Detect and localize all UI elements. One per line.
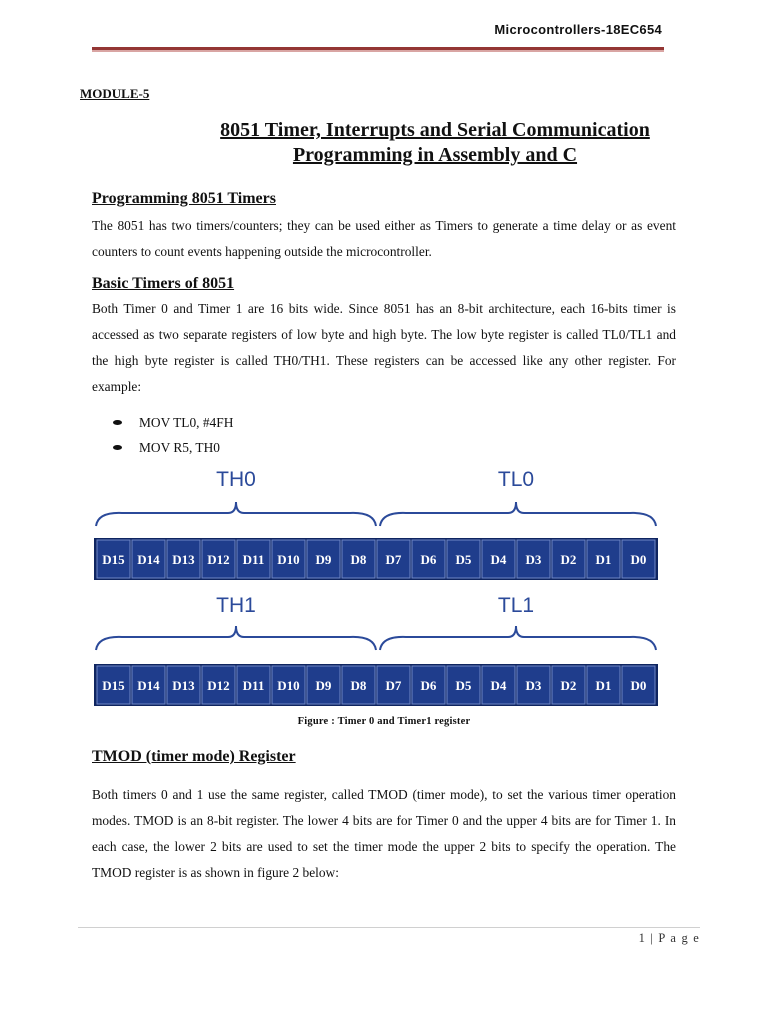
label-th1: TH1 — [216, 594, 256, 617]
bit-label: D2 — [560, 552, 577, 567]
figure-caption: Figure : Timer 0 and Timer1 register — [297, 716, 471, 727]
example-text: MOV TL0, #4FH — [139, 415, 234, 430]
heading-tmod: TMOD (timer mode) Register — [92, 748, 296, 765]
timer-register-diagram — [90, 460, 670, 710]
bit-label: D2 — [560, 678, 577, 693]
bit-label: D5 — [455, 552, 472, 567]
bit-label: D13 — [172, 552, 195, 567]
label-tl0: TL0 — [497, 468, 535, 491]
timer-register-figure — [90, 460, 670, 710]
bit-label: D1 — [595, 678, 612, 693]
bit-label: D5 — [455, 678, 472, 693]
bit-label: D11 — [242, 678, 265, 693]
bit-label: D8 — [350, 678, 367, 693]
page-number: 1 | P a g e — [638, 931, 700, 945]
bit-label: D13 — [172, 678, 195, 693]
example-list — [113, 410, 233, 460]
example-text: MOV R5, TH0 — [139, 440, 220, 455]
bit-label: D10 — [277, 678, 300, 693]
bit-label: D9 — [315, 552, 332, 567]
para-basic-timers: Both Timer 0 and Timer 1 are 16 bits wide. Since 8051 has an 8-bit architecture, each 16-bits timer is accessed as two separate registers of low byte and high byte. The low byte register is called TL0/TL1 and the high byte register is called TH0/TH1. These registers can be accessed like any other register. For example: — [92, 301, 676, 394]
bit-label: D0 — [630, 552, 647, 567]
bit-label: D14 — [137, 678, 160, 693]
header-rule — [92, 47, 664, 50]
bullet-icon — [113, 445, 122, 450]
bit-label: D14 — [137, 552, 160, 567]
page-title — [150, 118, 720, 168]
bit-label: D4 — [490, 678, 507, 693]
bit-label: D7 — [385, 552, 402, 567]
para-programming-timers: The 8051 has two timers/counters; they can be used either as Timers to generate a time delay or as event counters to count events happening outside the microcontroller. — [92, 218, 676, 259]
list-item — [113, 410, 233, 435]
title-line-1: 8051 Timer, Interrupts and Serial Communication — [220, 119, 650, 141]
bit-label: D9 — [315, 678, 332, 693]
label-th0: TH0 — [216, 468, 256, 491]
bit-label: D6 — [420, 552, 437, 567]
bit-label: D7 — [385, 678, 402, 693]
bit-label: D6 — [420, 678, 437, 693]
bit-label: D12 — [207, 552, 230, 567]
para-tmod: Both timers 0 and 1 use the same register, called TMOD (timer mode), to set the various timer operation modes. TMOD is an 8-bit register. The lower 4 bits are for Timer 0 and the upper 4 bits are for Timer 1. In each case, the lower 2 bits are used to set the timer mode the upper 2 bits to specify the operation. The TMOD register is as shown in figure 2 below: — [92, 787, 676, 880]
footer-rule — [78, 927, 700, 928]
brace-tl1 — [380, 626, 656, 650]
header-course: Microcontrollers-18EC654 — [494, 22, 662, 37]
bit-label: D1 — [595, 552, 612, 567]
bullet-icon — [113, 420, 122, 425]
title-line-2: Programming in Assembly and C — [292, 144, 578, 166]
bit-label: D3 — [525, 678, 542, 693]
bit-label: D4 — [490, 552, 507, 567]
brace-th1 — [96, 626, 376, 650]
heading-programming-timers: Programming 8051 Timers — [92, 190, 276, 207]
bit-label: D0 — [630, 678, 647, 693]
heading-basic-timers: Basic Timers of 8051 — [92, 275, 235, 292]
module-label: MODULE-5 — [80, 86, 150, 101]
bit-label: D15 — [102, 678, 125, 693]
bit-label: D3 — [525, 552, 542, 567]
bit-label: D11 — [242, 552, 265, 567]
brace-tl0 — [380, 502, 656, 526]
bit-label: D10 — [277, 552, 300, 567]
register-row-timer0 — [94, 538, 658, 580]
label-tl1: TL1 — [497, 594, 535, 617]
bit-label: D8 — [350, 552, 367, 567]
register-row-timer1 — [94, 664, 658, 706]
list-item — [113, 435, 233, 460]
brace-th0 — [96, 502, 376, 526]
bit-label: D15 — [102, 552, 125, 567]
bit-label: D12 — [207, 678, 230, 693]
